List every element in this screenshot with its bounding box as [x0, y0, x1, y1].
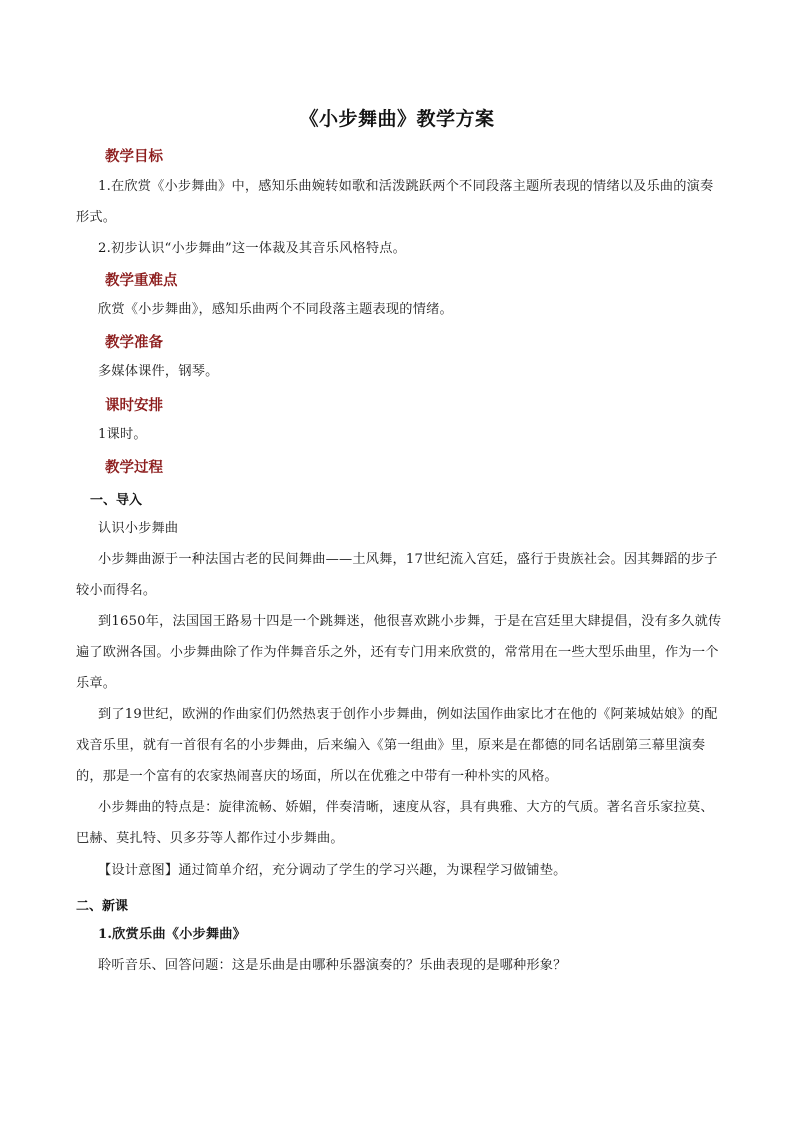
- paragraph-19th-century: 到了19世纪，欧洲的作曲家们仍然热衷于创作小步舞曲，例如法国作曲家比才在他的《阿莱城姑娘》的配戏音乐里，就有一首很有名的小步舞曲，后来编入《第一组曲》里，原来是在都德的同名话剧第三幕里演奏的，那是一个富有的农家热闹喜庆的场面，所以在优雅之中带有一种朴实的风格。: [76, 707, 718, 784]
- document-title: 《小步舞曲》教学方案: [299, 108, 495, 130]
- key-points-text: 欣赏《小步舞曲》，感知乐曲两个不同段落主题表现的情绪。: [98, 302, 453, 317]
- paragraph-history: 到1650年，法国国王路易十四是一个跳舞迷，他很喜欢跳小步舞，于是在宫廷里大肆提倡，没有多久就传遍了欧洲各国。小步舞曲除了作为伴舞音乐之外，还有专门用来欣赏的，常常用在一些大型乐曲里，作为一个乐章。: [76, 614, 722, 691]
- heading-preparation: 教学准备: [105, 335, 163, 351]
- paragraph-design-intent: 【设计意图】通过简单介绍，充分调动了学生的学习兴趣，为课程学习做铺垫。: [98, 863, 567, 878]
- goal-2-text: 2.初步认识“小步舞曲”这一体裁及其音乐风格特点。: [98, 241, 407, 256]
- paragraph-origin: 小步舞曲源于一种法国古老的民间舞曲——土风舞，17世纪流入宫廷，盛行于贵族社会。因其舞蹈的步子较小而得名。: [76, 552, 718, 598]
- heading-teaching-process: 教学过程: [105, 460, 163, 476]
- section-heading-intro: 一、导入: [90, 493, 143, 508]
- heading-time-arrangement: 课时安排: [105, 398, 163, 414]
- intro-subtitle: 认识小步舞曲: [98, 521, 179, 536]
- paragraph-characteristics: 小步舞曲的特点是：旋律流畅、娇媚，伴奏清晰，速度从容，具有典雅、大方的气质。著名音乐家拉莫、巴赫、莫扎特、贝多芬等人都作过小步舞曲。: [76, 800, 714, 846]
- listening-question: 聆听音乐、回答问题：这是乐曲是由哪种乐器演奏的？乐曲表现的是哪种形象？: [98, 958, 567, 973]
- time-arrangement-text: 1课时。: [98, 427, 147, 442]
- section-heading-new-lesson: 二、新课: [76, 899, 129, 914]
- preparation-text: 多媒体课件，钢琴。: [98, 364, 219, 379]
- goal-1-text: 1.在欣赏《小步舞曲》中，感知乐曲婉转如歌和活泼跳跃两个不同段落主题所表现的情绪以及乐曲的演奏形式。: [76, 179, 714, 225]
- heading-teaching-goals: 教学目标: [105, 149, 163, 165]
- new-lesson-item-1: 1.欣赏乐曲《小步舞曲》: [98, 927, 247, 942]
- heading-key-points: 教学重难点: [105, 273, 178, 289]
